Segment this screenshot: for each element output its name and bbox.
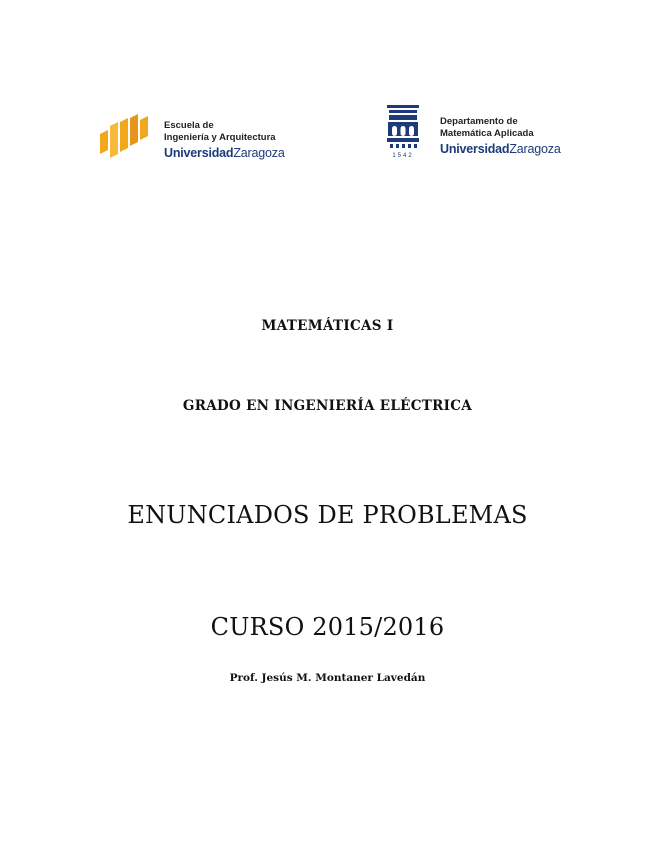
seal-year: 1542 <box>392 153 414 159</box>
university-building-icon <box>385 105 421 159</box>
school-name-line2: Ingeniería y Arquitectura <box>164 131 276 143</box>
university-name <box>164 145 285 161</box>
university-name <box>440 141 561 157</box>
university-name-city: Zaragoza <box>509 142 561 156</box>
school-logo-icon <box>100 114 150 160</box>
university-name-bold: Universidad <box>164 146 234 160</box>
document-title: ENUNCIADOS DE PROBLEMAS <box>127 501 528 529</box>
degree-title: GRADO EN INGENIERÍA ELÉCTRICA <box>182 398 473 414</box>
eina-logo <box>100 112 300 162</box>
department-name-line2: Matemática Aplicada <box>440 127 534 139</box>
university-name-city: Zaragoza <box>233 146 285 160</box>
course-year: CURSO 2015/2016 <box>210 613 445 641</box>
department-logo <box>385 105 585 165</box>
subject-title: MATEMÁTICAS I <box>261 318 394 334</box>
university-name-bold: Universidad <box>440 142 510 156</box>
school-name-line1: Escuela de <box>164 120 214 131</box>
author-name: Prof. Jesús M. Montaner Lavedán <box>229 672 426 684</box>
department-name-line1: Departamento de <box>440 116 518 127</box>
